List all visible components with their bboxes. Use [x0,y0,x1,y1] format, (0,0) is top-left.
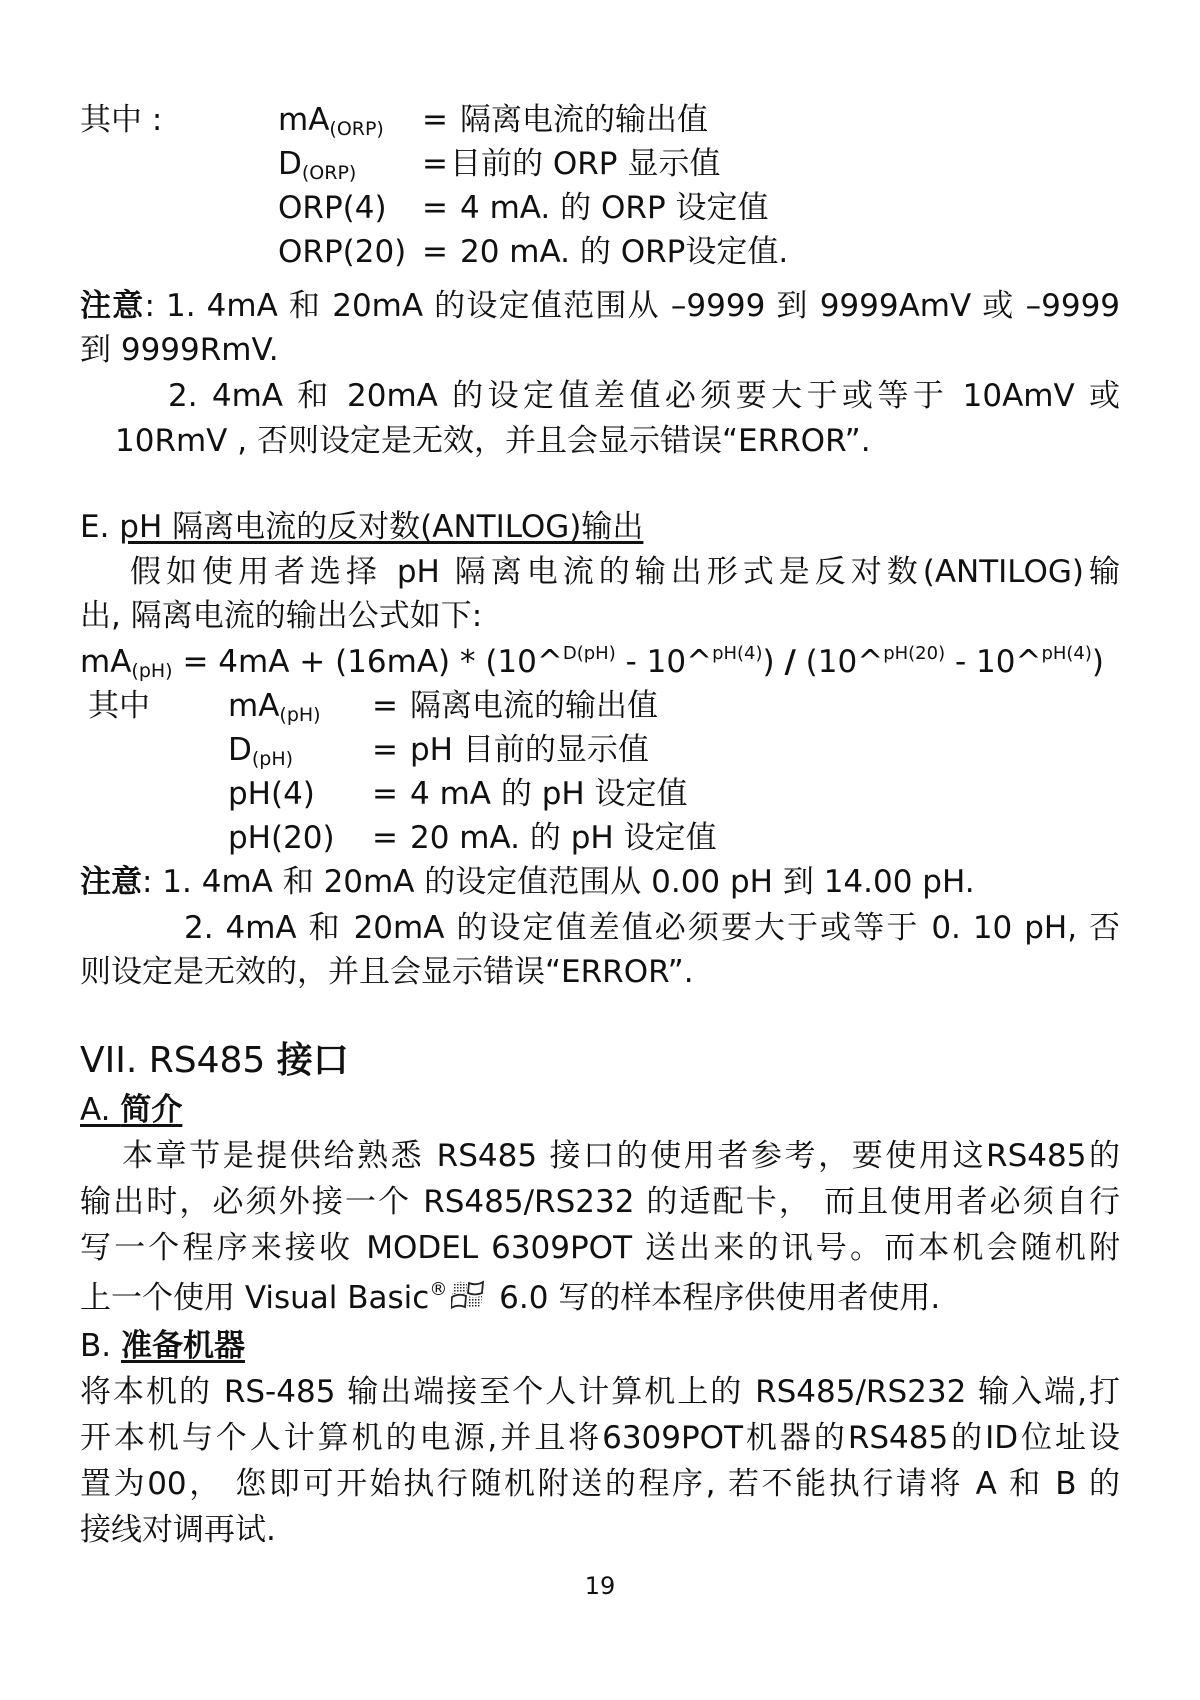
section-vii-heading: VII. RS485 接口 [80,1040,349,1081]
orp-note-line: 到 9999RmV. [80,332,279,368]
orp-def-row: ORP(20) = 20 mA. 的 ORP设定值. [278,234,789,270]
antilog-formula: $mA_{(pH)} = 4mA + (16mA)$ * (10^$^{D(pH)}$ - 10^$^{pH(4)}$) / (10^$^{pH(20)}$ - 10^$^{pH(4)}$) [80,643,1105,682]
ph-note-line: 则设定是无效的，并且会显示错误“ERROR”. [80,954,694,990]
section-a-paragraph: 上一个使用 Visual Basic® 6.0 写的样本程序供使用者使用. [80,1279,941,1316]
section-e-paragraph: 出, 隔离电流的输出公式如下: [80,598,483,634]
subsection-a-heading: A. 简介 [80,1092,183,1128]
orp-def-row: $mA_{(ORP)}$ = 隔离电流的输出值 [278,98,708,142]
ph-note-line: 2. 4mA 和 20mA 的设定值差值必须要大于或等于 0. 10 pH, 否 [184,910,1120,946]
orp-defs-intro: 其中 : [80,102,163,138]
subsection-b-heading: B. 准备机器 [80,1328,245,1364]
ph-def-row: pH(20) = 20 mA. 的 pH 设定值 [228,820,717,856]
section-e-paragraph: 假如使用者选择 pH 隔离电流的输出形式是反对数(ANTILOG)输 [130,554,1120,590]
orp-def-row: $D_{(ORP)}$ =目前的 ORP 显示值 [278,142,720,186]
ph-def-row: $D_{(pH)}$ = pH 目前的显示值 [228,732,649,770]
orp-note-line: 注意: 1. 4mA 和 20mA 的设定值范围从 –9999 到 9999AmV 或 –9999 [80,288,1121,324]
ph-note-line: 注意: 1. 4mA 和 20mA 的设定值范围从 0.00 pH 到 14.00 pH. [80,864,975,900]
section-e-heading: E. pH 隔离电流的反对数(ANTILOG)输出 [80,509,644,545]
def-label: $mA_{(ORP)}$ [278,102,384,140]
section-b-paragraph: 开本机与个人计算机的电源,并且将6309POT机器的RS485的ID位址设 [80,1420,1120,1456]
section-b-paragraph: 将本机的 RS-485 输出端接至个人计算机上的 RS485/RS232 输入端,打 [80,1374,1120,1410]
ph-defs-intro: 其中 [88,688,150,724]
section-a-paragraph: 本章节是提供给熟悉 RS485 接口的使用者参考，要使用这RS485的 [122,1138,1120,1174]
orp-note-line: 10RmV , 否则设定是无效，并且会显示错误“ERROR”. [115,423,871,459]
def-label: $D_{(ORP)}$ [278,146,357,184]
section-b-paragraph: 置为00， 您即可开始执行随机附送的程序, 若不能执行请将 A 和 B 的 [80,1466,1120,1502]
section-a-paragraph: 写一个程序来接收 MODEL 6309POT 送出来的讯号。而本机会随机附 [80,1230,1120,1266]
ph-def-row: $mA_{(pH)}$ = 隔离电流的输出值 [228,688,658,726]
page-number: 19 [584,1572,616,1600]
orp-def-row: ORP(4) = 4 mA. 的 ORP 设定值 [278,190,769,226]
ph-def-row: pH(4) = 4 mA 的 pH 设定值 [228,776,688,812]
section-a-paragraph: 输出时，必须外接一个 RS485/RS232 的适配卡， 而且使用者必须自行 [80,1184,1120,1220]
section-b-paragraph: 接线对调再试. [80,1512,276,1548]
windows-logo-icon [451,1278,485,1310]
orp-note-line: 2. 4mA 和 20mA 的设定值差值必须要大于或等于 10AmV 或 [168,378,1120,414]
